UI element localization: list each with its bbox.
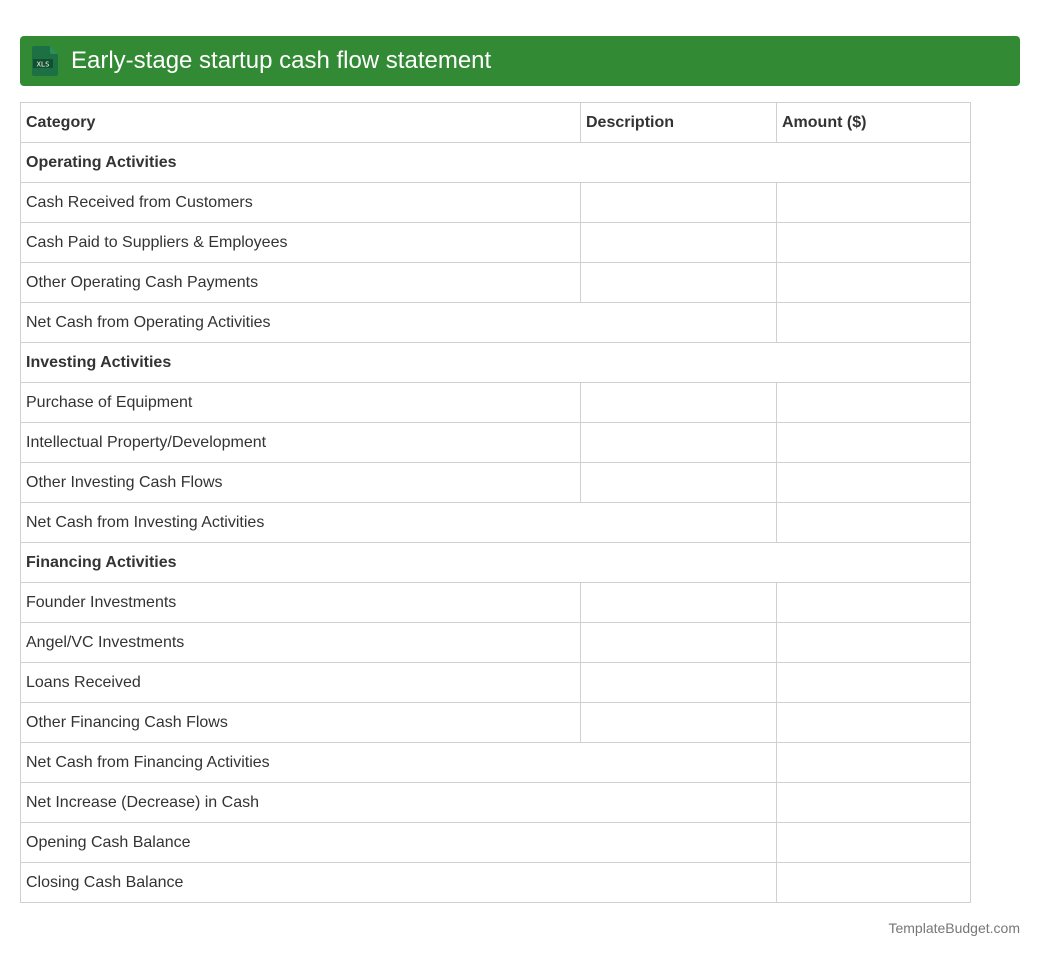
total-row-financing	[21, 743, 971, 783]
category-cell: Founder Investments	[21, 583, 581, 623]
table-header-row	[21, 103, 971, 143]
amount-cell[interactable]	[777, 223, 971, 263]
total-label: Opening Cash Balance	[21, 823, 777, 863]
table-row	[21, 623, 971, 663]
amount-cell[interactable]	[777, 463, 971, 503]
category-cell: Other Financing Cash Flows	[21, 703, 581, 743]
table-row	[21, 263, 971, 303]
table-row	[21, 663, 971, 703]
cash-flow-table	[20, 102, 971, 903]
total-label: Net Cash from Investing Activities	[21, 503, 777, 543]
table-row	[21, 583, 971, 623]
amount-cell[interactable]	[777, 583, 971, 623]
category-cell: Purchase of Equipment	[21, 383, 581, 423]
table-row	[21, 423, 971, 463]
table-row	[21, 703, 971, 743]
title-bar	[20, 36, 1020, 86]
svg-text:XLS: XLS	[36, 60, 50, 69]
description-cell[interactable]	[581, 663, 777, 703]
total-row-closing-balance	[21, 863, 971, 903]
table-row	[21, 223, 971, 263]
amount-cell[interactable]	[777, 183, 971, 223]
description-cell[interactable]	[581, 583, 777, 623]
amount-cell[interactable]	[777, 783, 971, 823]
column-header-category: Category	[21, 103, 581, 143]
amount-cell[interactable]	[777, 623, 971, 663]
description-cell[interactable]	[581, 183, 777, 223]
total-label: Net Cash from Financing Activities	[21, 743, 777, 783]
amount-cell[interactable]	[777, 703, 971, 743]
amount-cell[interactable]	[777, 423, 971, 463]
description-cell[interactable]	[581, 463, 777, 503]
total-label: Net Cash from Operating Activities	[21, 303, 777, 343]
total-row-operating	[21, 303, 971, 343]
amount-cell[interactable]	[777, 743, 971, 783]
section-row-financing	[21, 543, 971, 583]
total-label: Net Increase (Decrease) in Cash	[21, 783, 777, 823]
category-cell: Other Investing Cash Flows	[21, 463, 581, 503]
table-row	[21, 183, 971, 223]
total-row-net-increase	[21, 783, 971, 823]
section-label: Financing Activities	[21, 543, 971, 583]
amount-cell[interactable]	[777, 823, 971, 863]
amount-cell[interactable]	[777, 503, 971, 543]
category-cell: Other Operating Cash Payments	[21, 263, 581, 303]
section-label: Investing Activities	[21, 343, 971, 383]
category-cell: Cash Paid to Suppliers & Employees	[21, 223, 581, 263]
total-row-investing	[21, 503, 971, 543]
column-header-description: Description	[581, 103, 777, 143]
amount-cell[interactable]	[777, 663, 971, 703]
amount-cell[interactable]	[777, 303, 971, 343]
category-cell: Cash Received from Customers	[21, 183, 581, 223]
description-cell[interactable]	[581, 623, 777, 663]
description-cell[interactable]	[581, 703, 777, 743]
section-row-operating	[21, 143, 971, 183]
table-row	[21, 463, 971, 503]
category-cell: Intellectual Property/Development	[21, 423, 581, 463]
amount-cell[interactable]	[777, 383, 971, 423]
category-cell: Angel/VC Investments	[21, 623, 581, 663]
section-row-investing	[21, 343, 971, 383]
description-cell[interactable]	[581, 383, 777, 423]
total-row-opening-balance	[21, 823, 971, 863]
total-label: Closing Cash Balance	[21, 863, 777, 903]
amount-cell[interactable]	[777, 863, 971, 903]
description-cell[interactable]	[581, 223, 777, 263]
brand-footer: TemplateBudget.com	[888, 920, 1020, 936]
amount-cell[interactable]	[777, 263, 971, 303]
table-row	[21, 383, 971, 423]
description-cell[interactable]	[581, 263, 777, 303]
xls-file-icon	[32, 46, 58, 76]
category-cell: Loans Received	[21, 663, 581, 703]
page-title: Early-stage startup cash flow statement	[71, 47, 492, 74]
section-label: Operating Activities	[21, 143, 971, 183]
description-cell[interactable]	[581, 423, 777, 463]
column-header-amount: Amount ($)	[777, 103, 971, 143]
